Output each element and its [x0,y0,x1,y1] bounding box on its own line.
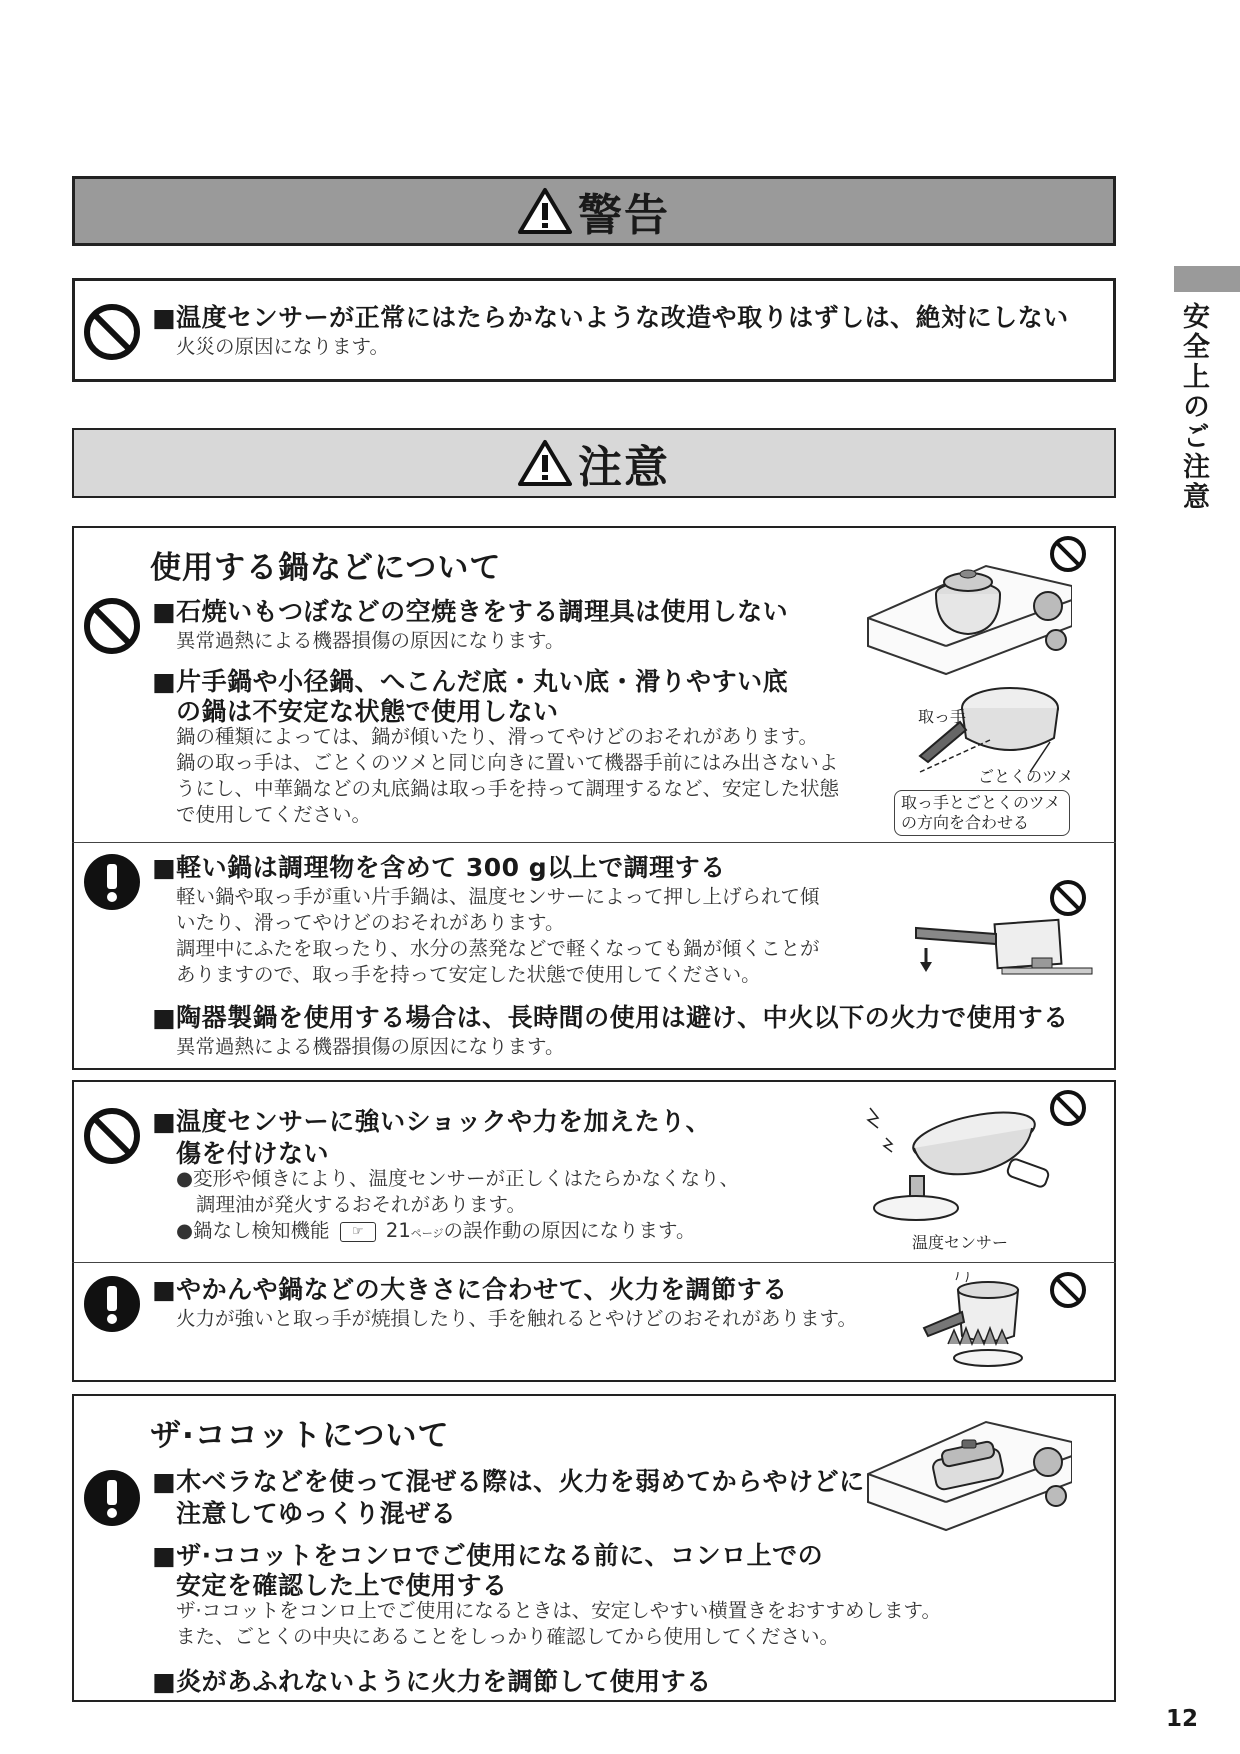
cocotte-item2-heading1: ■ザ·ココットをコンロでご使用になる前に、コンロ上での [152,1541,824,1570]
warning-triangle-icon [518,439,572,487]
pan-impact-illustration [856,1098,1052,1234]
divider [72,842,1116,843]
pots-item2-heading2: の鍋は不安定な状態で使用しない [176,697,559,726]
sensor-bullet: 調理油が発火するおそれがあります。 [196,1193,526,1216]
page-ref-unit: ページ [410,1227,444,1240]
pots-item2-body: うにし、中華鍋などの丸底鍋は取っ手を持って調理するなど、安定した状態 [176,777,840,800]
warning-heading: ■温度センサーが正常にはたらかないような改造や取りはずしは、絶対にしない [152,303,1069,332]
side-tab-marker [1174,266,1240,292]
stove-cocotte-illustration [866,1412,1072,1532]
cocotte-section-title: ザ·ココットについて [150,1418,450,1454]
pots-item2-heading1: ■片手鍋や小径鍋、へこんだ底・丸い底・滑りやすい底 [152,667,789,696]
cocotte-item2-body: また、ごとくの中央にあることをしっかり確認してから使用してください。 [176,1625,840,1648]
warning-banner [72,176,1116,246]
prohibited-icon [82,302,142,362]
cocotte-item1-heading2: 注意してゆっくり混ぜる [176,1499,457,1528]
cocotte-item3-heading: ■炎があふれないように火力を調節して使用する [152,1667,712,1696]
sensor-item2-body: 火力が強いと取っ手が焼損したり、手を触れるとやけどのおそれがあります。 [176,1307,857,1330]
side-tab-label: 安全上のご注意 [1178,302,1209,512]
illus-note-box [894,790,1070,836]
sensor-item2-heading: ■やかんや鍋などの大きさに合わせて、火力を調節する [152,1275,788,1304]
cocotte-item1-heading1: ■木ベラなどを使って混ぜる際は、火力を弱めてからやけどに [152,1467,865,1496]
pots-item1-body: 異常過熱による機器損傷の原因になります。 [176,629,565,652]
mandatory-icon [82,1274,142,1334]
pots-item4-body: 異常過熱による機器損傷の原因になります。 [176,1035,565,1058]
pots-item2-body: 鍋の種類によっては、鍋が傾いたり、滑ってやけどのおそれがあります。 [176,725,818,748]
mandatory-icon [82,1468,142,1528]
page-ref-number: 21 [385,1219,411,1242]
illus-label-handle: 取っ手 [918,707,967,726]
pots-item1-heading: ■石焼いもつぼなどの空焼きをする調理具は使用しない [152,597,789,626]
pots-item2-body: で使用してください。 [176,803,372,826]
stove-pot-illustration [866,556,1072,676]
pots-item2-body: 鍋の取っ手は、ごとくのツメと同じ向きに置いて機器手前にはみ出さないよ [176,751,839,774]
prohibited-icon [82,1106,142,1166]
illus-note-line2: の方向を合わせる [901,813,1030,832]
sensor-bullet2-pre: ●鍋なし検知機能 [176,1219,330,1242]
pots-item3-body: ありますので、取っ手を持って安定した状態で使用してください。 [176,963,761,986]
caution-banner [72,428,1116,498]
divider [72,1262,1116,1263]
sensor-bullet-ref [176,1218,695,1247]
light-pot-illustration [912,908,1098,988]
prohibited-small-icon [1048,1088,1088,1128]
illus-label-claw: ごとくのツメ [978,767,1074,786]
cocotte-item2-body: ザ·ココットをコンロ上でご使用になるときは、安定しやすい横置きをおすすめします。 [176,1599,941,1622]
pots-item4-heading: ■陶器製鍋を使用する場合は、長時間の使用は避け、中火以下の火力で使用する [152,1003,1069,1032]
warning-banner-label: 警告 [578,190,670,241]
warning-triangle-icon [518,187,572,235]
mandatory-icon [82,852,142,912]
pots-item3-body: 軽い鍋や取っ手が重い片手鍋は、温度センサーによって押し上げられて傾 [176,885,820,908]
warning-body: 火災の原因になります。 [176,335,389,358]
prohibited-small-icon [1048,1270,1088,1310]
page-number: 12 [1166,1706,1199,1732]
sensor-bullet: ●変形や傾きにより、温度センサーが正しくはたらかなくなり、 [176,1167,740,1190]
cocotte-item2-heading2: 安定を確認した上で使用する [176,1571,508,1600]
illus-note-line1: 取っ手とごとくのツメ [901,793,1061,812]
pots-section-title: 使用する鍋などについて [150,550,502,586]
sensor-label: 温度センサー [912,1233,1009,1252]
pointing-hand-icon: ☞ [340,1222,376,1242]
sensor-bullet2-post: の誤作動の原因になります。 [443,1219,696,1242]
sensor-item1-heading1: ■温度センサーに強いショックや力を加えたり、 [152,1107,712,1136]
pots-item3-body: いたり、滑ってやけどのおそれがあります。 [176,911,565,934]
caution-banner-label: 注意 [578,442,670,493]
pots-item3-body: 調理中にふたを取ったり、水分の蒸発などで軽くなっても鍋が傾くことが [176,937,820,960]
pots-item3-heading: ■軽い鍋は調理物を含めて 300 g以上で調理する [152,853,726,882]
kettle-flame-illustration [918,1272,1048,1372]
sensor-item1-heading2: 傷を付けない [176,1139,330,1168]
prohibited-icon [82,596,142,656]
